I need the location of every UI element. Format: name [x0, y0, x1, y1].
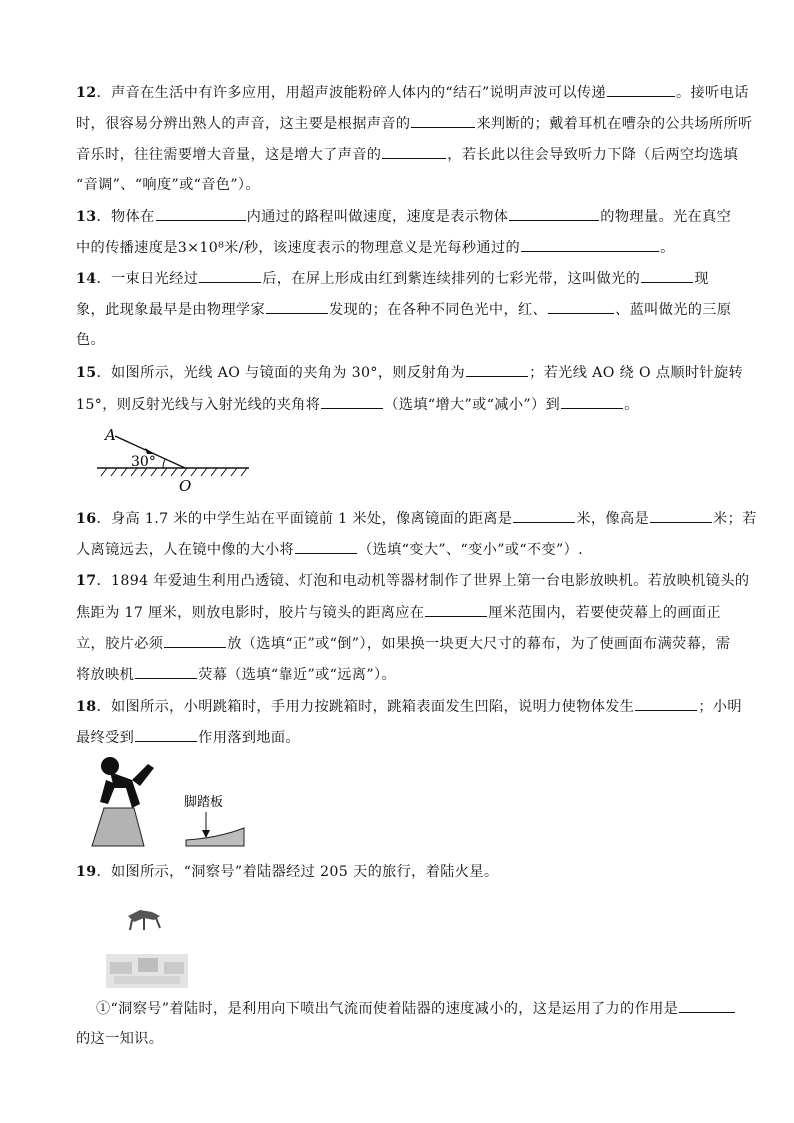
- q14-line-1: 14．一束日光经过 后，在屏上形成由红到紫连续排列的七彩光带，这叫做光的 现: [76, 268, 709, 289]
- answer-blank[interactable]: [641, 268, 693, 283]
- q12-line-2: 时，很容易分辨出熟人的声音，这主要是根据声音的 来判断的；戴着耳机在嘈杂的公共场所所听: [76, 113, 753, 134]
- answer-blank[interactable]: [156, 206, 246, 221]
- answer-blank[interactable]: [561, 394, 623, 409]
- question-number: 16: [76, 511, 97, 527]
- answer-blank[interactable]: [135, 727, 197, 742]
- q17-line-1: 17．1894 年爱迪生利用凸透镜、灯泡和电动机等器材制作了世界上第一台电影放映机。若放映机镜头的: [76, 573, 750, 589]
- answer-blank[interactable]: [164, 633, 226, 648]
- springboard-label: 脚踏板: [184, 795, 224, 810]
- q19-sub1-line-2: 的这一知识。: [76, 1031, 164, 1047]
- question-number: 14: [76, 271, 97, 287]
- q13-line-2: 中的传播速度是3×10⁸米/秒，该速度表示的物理意义是光每秒通过的 。: [76, 237, 675, 258]
- q19-line-1: 19．如图所示，“洞察号”着陆器经过 205 天的旅行，着陆火星。: [76, 864, 499, 880]
- label-o: O: [179, 477, 192, 495]
- question-number: 17: [76, 573, 97, 589]
- q13-line-1: 13．物体在 内通过的路程叫做速度，速度是表示物体 的物理量。光在真空: [76, 206, 731, 227]
- answer-blank[interactable]: [466, 362, 528, 377]
- insight-lander-image: [104, 906, 190, 988]
- jumper-arm-icon: [100, 780, 116, 804]
- angle-arc: [163, 459, 165, 468]
- question-number: 12: [76, 85, 97, 101]
- q12-line-1: 12．声音在生活中有许多应用，用超声波能粉碎人体内的“结石”说明声波可以传递 。接听电话: [76, 82, 749, 103]
- head-icon: [101, 757, 119, 775]
- q12-line-4: “音调”、“响度”或“音色”）。: [76, 177, 260, 193]
- question-number: 19: [76, 864, 97, 880]
- answer-blank[interactable]: [425, 602, 487, 617]
- mirror-hatching: [101, 468, 247, 476]
- jumper-leg-icon: [132, 764, 154, 786]
- answer-blank[interactable]: [411, 113, 475, 128]
- answer-blank[interactable]: [513, 508, 575, 523]
- answer-blank[interactable]: [321, 394, 383, 409]
- q14-line-2: 象，此现象最早是由物理学家 发现的；在各种不同色光中，红、 、蓝叫做光的三原: [76, 299, 731, 320]
- answer-blank[interactable]: [521, 237, 659, 252]
- answer-blank[interactable]: [509, 206, 599, 221]
- q15-line-1: 15．如图所示，光线 AO 与镜面的夹角为 30°，则反射角为 ；若光线 AO 绕 O 点顺时针旋转: [76, 362, 743, 383]
- q16-line-2: 人离镜远去，人在镜中像的大小将 （选填“变大”、“变小”或“不变”）.: [76, 539, 583, 560]
- q18-line-1: 18．如图所示，小明跳箱时，手用力按跳箱时，跳箱表面发生凹陷，说明力使物体发生 ；小明: [76, 696, 742, 717]
- q17-line-3: 立，胶片必须 放（选填“正”或“倒”），如果换一块更大尺寸的幕布，为了使画面布满荧幕，需: [76, 633, 730, 654]
- question-number: 15: [76, 365, 97, 381]
- q18-line-2: 最终受到 作用落到地面。: [76, 727, 300, 748]
- arrow-down-icon: [202, 830, 210, 838]
- label-angle: 30°: [131, 454, 156, 470]
- answer-blank[interactable]: [635, 696, 697, 711]
- answer-blank[interactable]: [199, 268, 261, 283]
- q15-line-2: 15°，则反射光线与入射光线的夹角将 （选填“增大”或“减小”）到 。: [76, 394, 639, 415]
- answer-blank[interactable]: [650, 508, 712, 523]
- q12-line-3: 音乐时，往往需要增大音量，这是增大了声音的 ，若长此以往会导致听力下降（后两空均选填: [76, 144, 738, 165]
- mirror-reflection-figure: [95, 424, 255, 496]
- vaulting-box: [92, 808, 144, 846]
- vaulting-box-figure: [88, 756, 268, 852]
- answer-blank[interactable]: [295, 539, 357, 554]
- q17-line-2: 焦距为 17 厘米，则放电影时，胶片与镜头的距离应在 厘米范围内，若要使荧幕上的画面正: [76, 602, 721, 623]
- question-number: 18: [76, 699, 97, 715]
- springboard: [186, 828, 244, 846]
- q19-sub1-line-1: ①“洞察号”着陆时，是利用向下喷出气流而使着陆器的速度减小的，这是运用了力的作用是: [96, 998, 736, 1019]
- answer-blank[interactable]: [548, 299, 614, 314]
- label-a: A: [105, 426, 116, 444]
- answer-blank[interactable]: [135, 664, 197, 679]
- answer-blank[interactable]: [607, 82, 675, 97]
- circled-number-marker: ①: [96, 1001, 111, 1017]
- answer-blank[interactable]: [382, 144, 446, 159]
- q16-line-1: 16．身高 1.7 米的中学生站在平面镜前 1 米处，像离镜面的距离是 米，像高是 米；若: [76, 508, 757, 529]
- q14-line-3: 色。: [76, 332, 106, 348]
- answer-blank[interactable]: [266, 299, 328, 314]
- answer-blank[interactable]: [679, 998, 735, 1013]
- question-number: 13: [76, 209, 97, 225]
- q17-line-4: 将放映机 荧幕（选填“靠近”或“远离”）。: [76, 664, 396, 685]
